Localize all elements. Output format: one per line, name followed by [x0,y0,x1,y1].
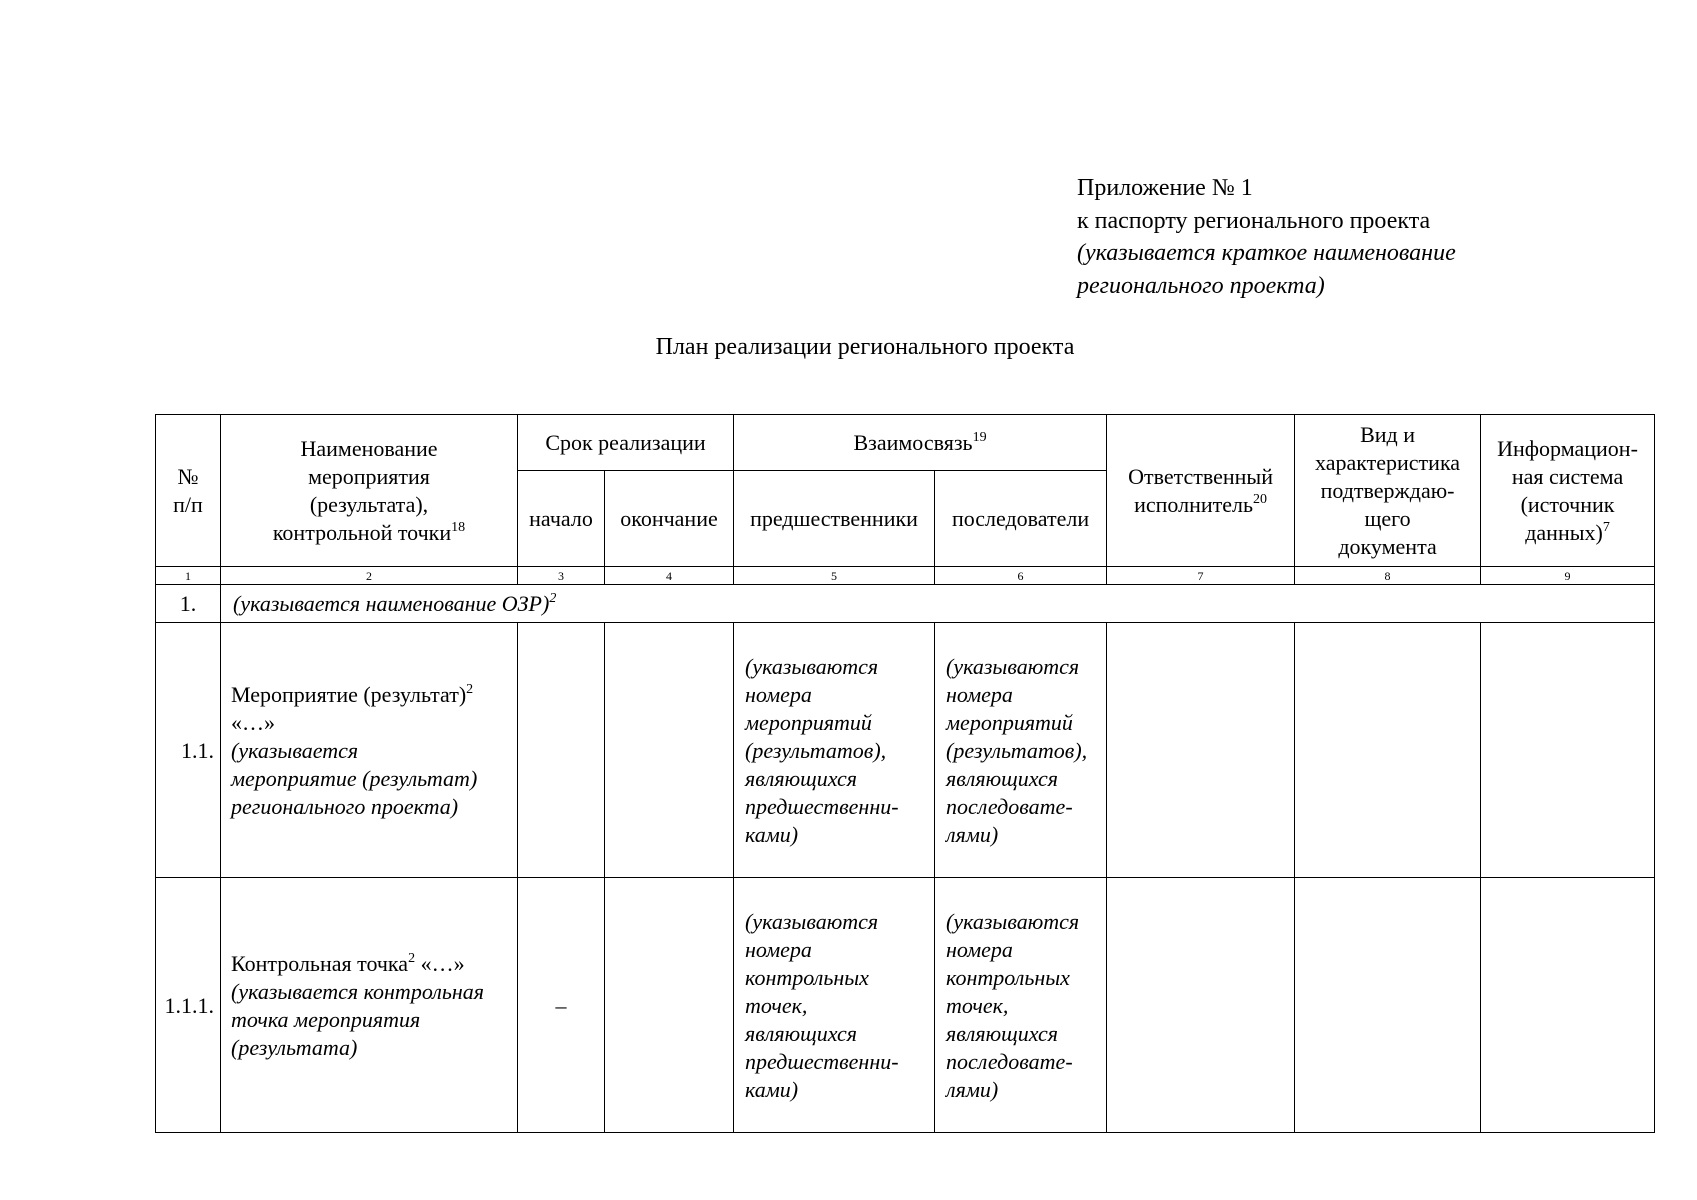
appendix-reference: к паспорту регионального проекта [1077,207,1431,234]
column-number: 7 [1107,567,1295,585]
column-number: 1 [156,567,221,585]
appendix-block [1077,172,1456,302]
appendix-project-name-hint-cont: регионального проекта) [1077,272,1325,299]
footnote-ref: 2 [466,682,474,697]
event-end-cell [605,623,734,878]
footnote-ref: 2 [549,590,557,606]
event-start-cell [518,623,605,878]
column-number: 3 [518,567,605,585]
footnote-ref: 2 [408,951,416,966]
footnote-ref: 18 [451,519,466,535]
ozr-name-cell: (указывается наименование ОЗР)$^2$ [221,585,1655,623]
document-title: План реализации регионального проекта [655,334,1075,360]
checkpoint-successors-cell: (указываются номера контрольных точек, являющихся последовате- лями) [935,878,1107,1133]
column-number-row [156,567,1655,585]
checkpoint-name-cell: Контрольная точка$^2$ «…» (указывается контрольная точка мероприятия (результата) [221,878,518,1133]
checkpoint-info-system-cell [1481,878,1655,1133]
column-number: 5 [734,567,935,585]
event-predecessors-cell: (указываются номера мероприятий (результатов), являющихся предшественни- ками) [734,623,935,878]
header-predecessors: предшественники [734,471,935,567]
checkpoint-responsible-cell [1107,878,1295,1133]
table-row-ozr [156,585,1655,623]
checkpoint-start-cell: – [518,878,605,1133]
footnote-ref: 20 [1253,491,1267,507]
implementation-plan-table [155,414,1655,1133]
row-number: 1.1. [156,623,221,878]
event-successors-cell: (указываются номера мероприятий (результатов), являющихся последовате- лями) [935,623,1107,878]
event-info-system-cell [1481,623,1655,878]
header-name: Наименование мероприятия (результата), контрольной точки$^{18}$ [221,415,518,567]
column-number: 8 [1295,567,1481,585]
header-document: Вид и характеристика подтверждаю- щего документа [1295,415,1481,567]
header-successors: последователи [935,471,1107,567]
appendix-project-name-hint: (указывается краткое наименование [1077,240,1456,266]
event-document-cell [1295,623,1481,878]
row-number: 1.1.1. [156,878,221,1133]
checkpoint-predecessors-cell: (указываются номера контрольных точек, являющихся предшественни- ками) [734,878,935,1133]
event-name-cell: Мероприятие (результат)$^2$ «…» (указывается мероприятие (результат) регионального проекта) [221,623,518,878]
column-number: 2 [221,567,518,585]
header-row-top [156,415,1655,471]
header-term: Срок реализации [518,415,734,471]
footnote-ref: 7 [1602,519,1610,535]
header-link: Взаимосвязь$^{19}$ [734,415,1107,471]
row-number: 1. [156,585,221,623]
table-row-event [156,623,1655,878]
appendix-number: Приложение № 1 [1077,175,1253,201]
header-info-system: Информацион- ная система (источник данных)$^7$ [1481,415,1655,567]
header-end: окончание [605,471,734,567]
checkpoint-document-cell [1295,878,1481,1133]
event-responsible-cell [1107,623,1295,878]
column-number: 6 [935,567,1107,585]
table-row-checkpoint [156,878,1655,1133]
checkpoint-end-cell [605,878,734,1133]
header-start: начало [518,471,605,567]
header-responsible: Ответственный исполнитель$^{20}$ [1107,415,1295,567]
header-num: № п/п [156,415,221,567]
footnote-ref: 19 [972,429,987,445]
column-number: 4 [605,567,734,585]
column-number: 9 [1481,567,1655,585]
